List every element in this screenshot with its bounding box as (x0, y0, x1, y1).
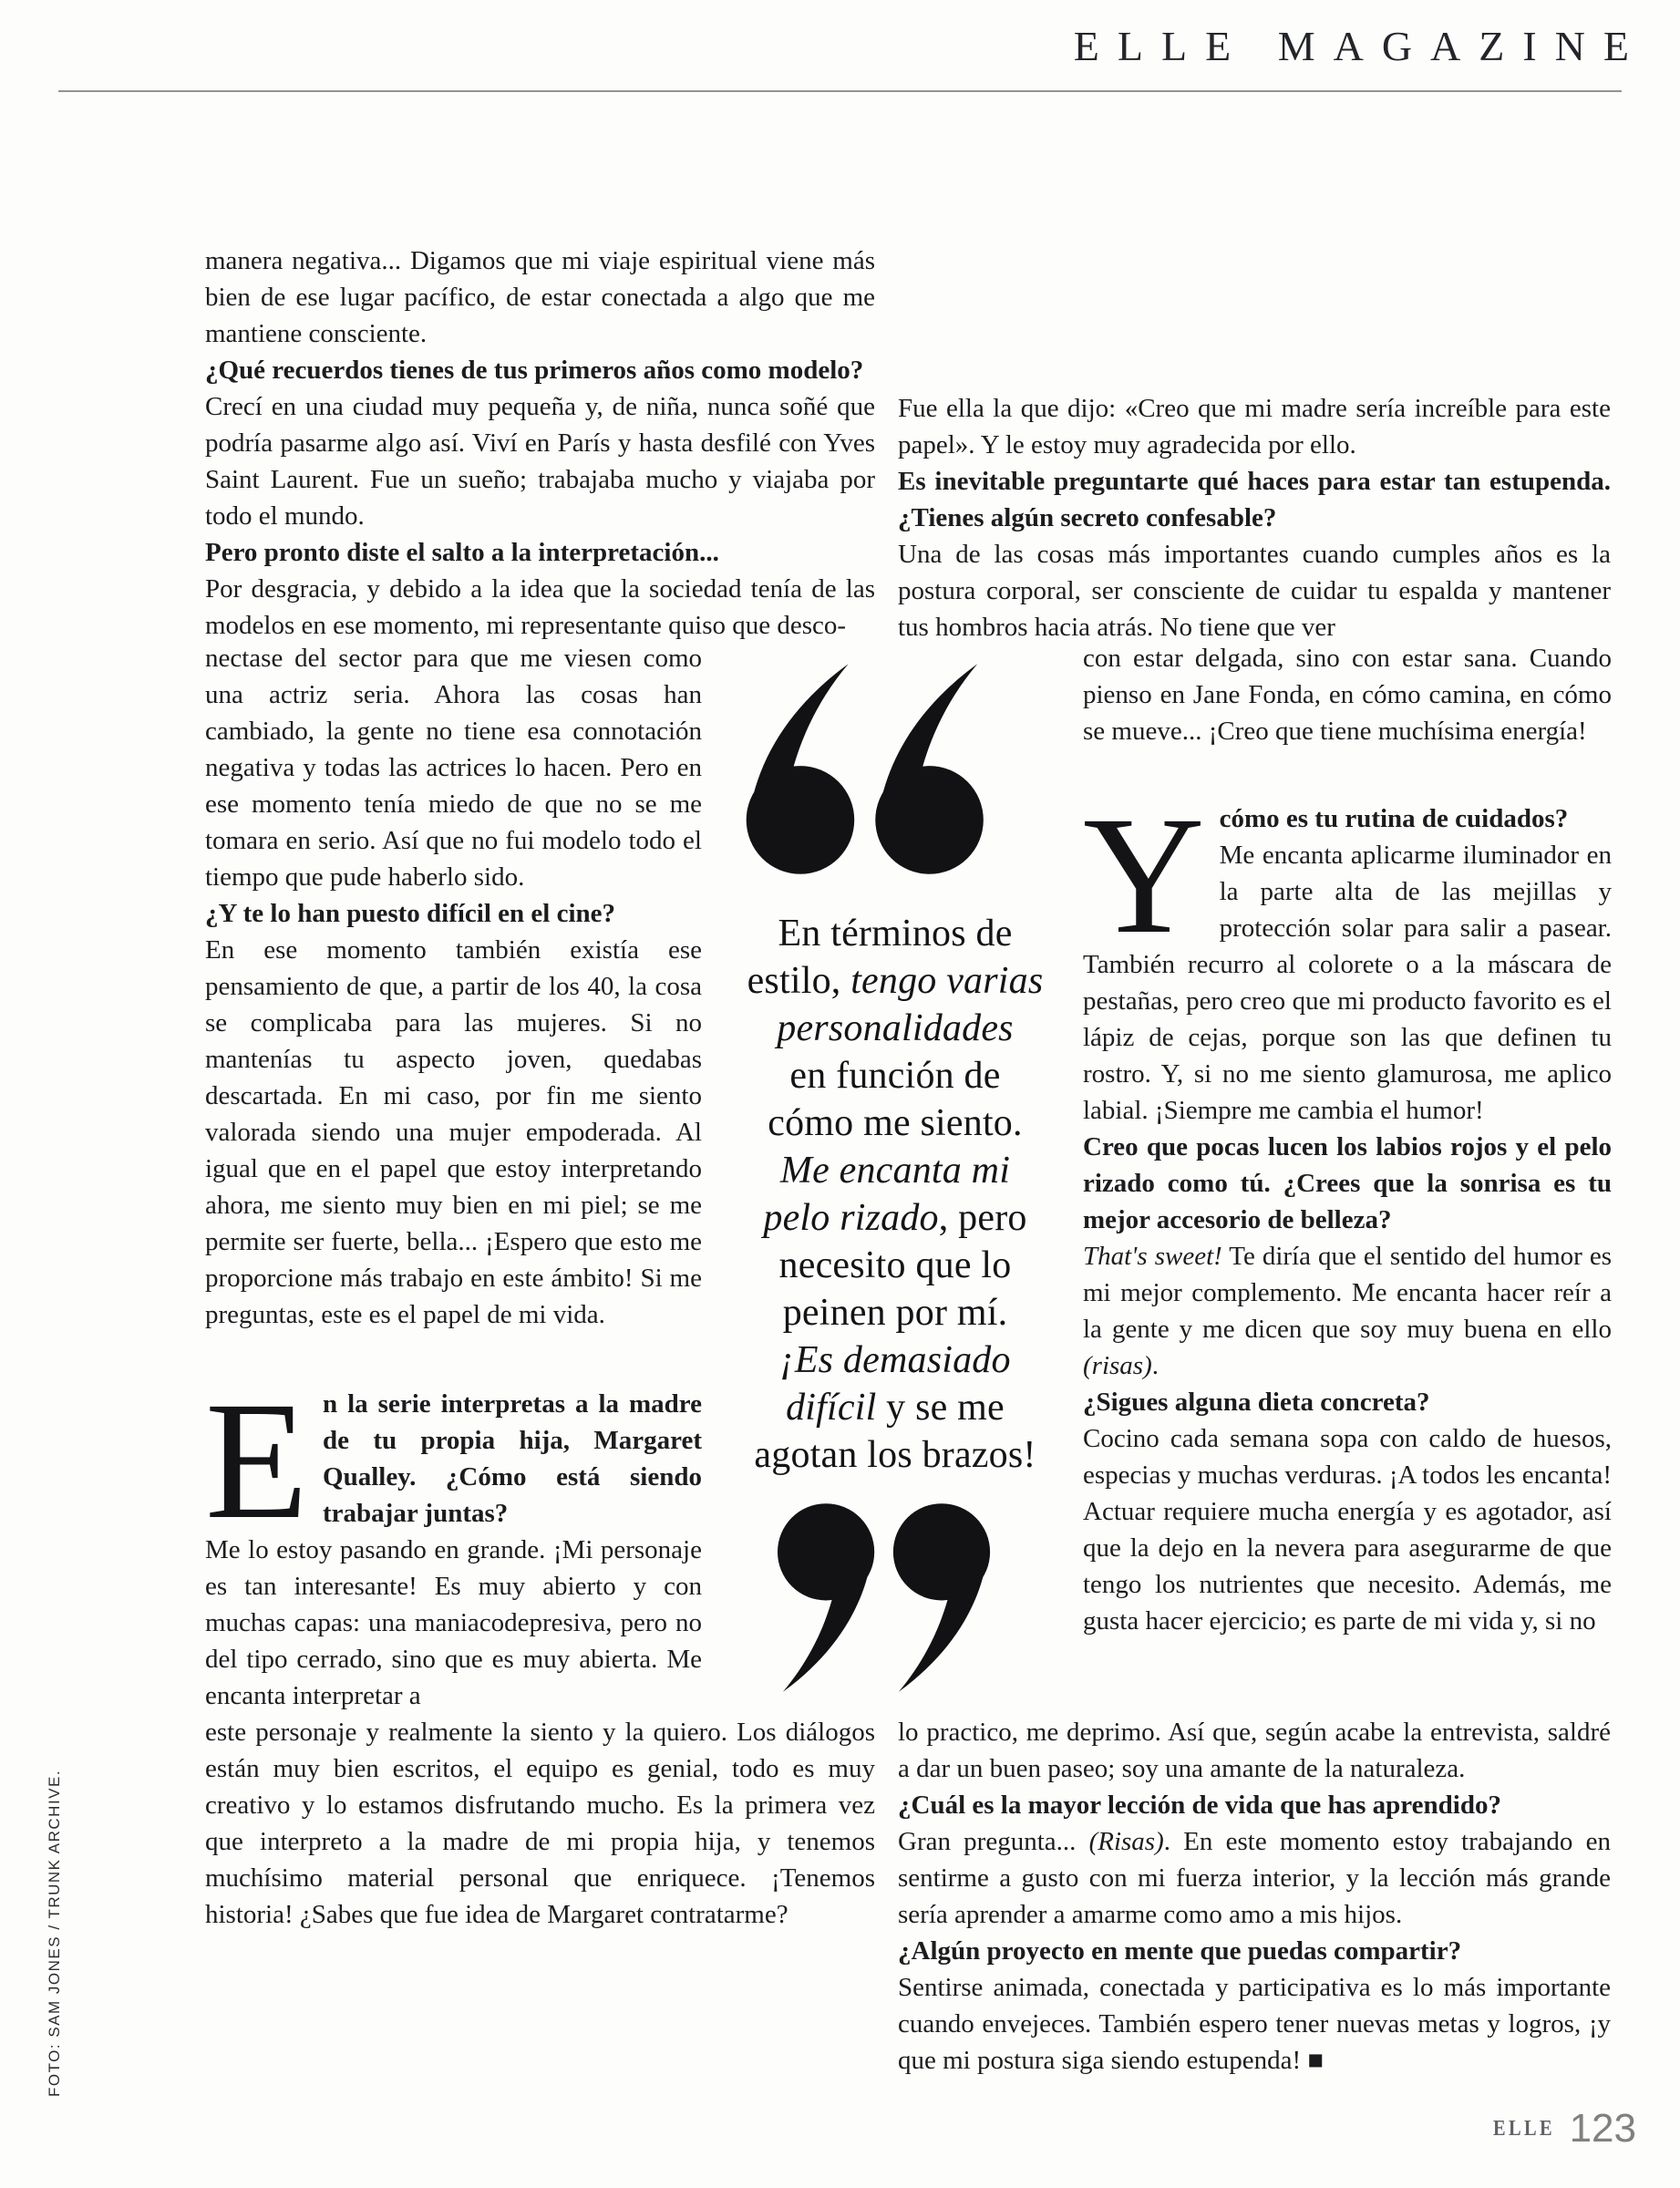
paragraph (205, 895, 702, 932)
text-run: Te diría que el sentido del humor es mi mejor complemento. Me encanta hacer reír a la gente y me dicen que soy muy buena en ello (1083, 1242, 1612, 1344)
text-run: lo practico, me deprimo. Así que, según acabe la entrevista, saldré a dar un buen paseo; soy una amante de la naturaleza. (898, 1718, 1611, 1783)
dropcap-letter-e: E (205, 1368, 309, 1554)
text-run: en función de (789, 1055, 1001, 1097)
text-run: (Risas) (1088, 1827, 1164, 1856)
text-run: (risas) (1083, 1351, 1152, 1380)
pull-quote-line (700, 1147, 1090, 1194)
text-run: Es inevitable preguntarte qué haces para estar tan estupenda. ¿Tienes algún secreto confesable? (898, 467, 1611, 532)
paragraph (205, 243, 875, 352)
right-column-dropcap-block (1083, 782, 1612, 1639)
text-run: Gran pregunta... (898, 1827, 1089, 1856)
left-column-top-block (205, 243, 875, 644)
text-run: tengo varias (850, 960, 1044, 1002)
magazine-masthead: ELLE MAGAZINE (1073, 23, 1647, 69)
text-run: personalidades (777, 1007, 1014, 1049)
text-run: manera negativa... Digamos que mi viaje espiritual viene más bien de ese lugar pacífico, de estar conectada a algo que me mantiene consciente. (205, 246, 875, 348)
pull-quote-line (700, 1337, 1090, 1384)
text-run: That's sweet! (1083, 1242, 1222, 1271)
paragraph (898, 1714, 1611, 1787)
text-run: cómo es tu rutina de cuidados? (1219, 804, 1569, 833)
paragraph (1083, 1238, 1612, 1384)
paragraph (1083, 1420, 1612, 1639)
pull-quote-line (700, 1431, 1090, 1479)
right-column-narrow-block (1083, 640, 1612, 749)
paragraph (1083, 1384, 1612, 1420)
text-run: y se me (876, 1387, 1005, 1429)
text-run: Pero pronto diste el salto a la interpretación... (205, 538, 719, 567)
left-column-narrow-block (205, 640, 702, 1333)
pull-quote-line (700, 910, 1090, 957)
text-run: estilo, (747, 960, 851, 1002)
paragraph (205, 352, 875, 388)
text-run: Crecí en una ciudad muy pequeña y, de niña, nunca soñé que podría pasarme algo así. Viví en París y hasta desfilé con Yves Saint Laurent. Fue un sueño; trabajaba mucho y viajaba por todo el mundo. (205, 392, 875, 531)
text-run: . (1151, 1351, 1159, 1380)
text-run: ¿Sigues alguna dieta concreta? (1083, 1388, 1430, 1417)
text-run: Me lo estoy pasando en grande. ¡Mi personaje es tan interesante! Es muy abierto y con muchas capas: una maniacodepresiva, pero no del tipo cerrado, sino que es muy abierta. Me encanta interpretar a (205, 1535, 702, 1710)
open-quote-icon (740, 662, 984, 877)
paragraph (898, 1969, 1611, 2079)
text-run: Por desgracia, y debido a la idea que la sociedad tenía de las modelos en ese momento, mi representante quiso que desco- (205, 574, 875, 640)
text-run: Fue ella la que dijo: «Creo que mi madre sería increíble para este papel». Y le estoy muy agradecida por ello. (898, 394, 1611, 459)
pull-quote-line (700, 1052, 1090, 1099)
page-number: 123 (1569, 2106, 1636, 2151)
page-footer (1488, 2106, 1636, 2152)
pull-quote-line (700, 1194, 1090, 1242)
text-run: pelo rizado (763, 1197, 939, 1239)
paragraph (898, 390, 1611, 463)
header-rule (58, 90, 1622, 92)
text-run: este personaje y realmente la siento y la quiero. Los diálogos están muy bien escritos, el equipo es genial, todo es muy creativo y lo estamos disfrutando mucho. Es la primera vez que interpreto a la madre de mi propia hija, y tenemos muchísimo material personal que enriquece. ¡Tenemos historia! ¿Sabes que fue idea de Margaret contratarme? (205, 1718, 875, 1929)
close-quote-icon (777, 1501, 995, 1694)
text-run: Sentirse animada, conectada y participativa es lo más importante cuando envejeces. También espero tener nuevas metas y logros, ¡y que mi postura siga siendo estupenda! ■ (898, 1973, 1611, 2075)
text-run: nectase del sector para que me viesen como una actriz seria. Ahora las cosas han cambiado, la gente no tiene esa connotación negativa y todas las actrices lo hacen. Pero en ese momento tenía miedo de que no se me tomara en serio. Así que no fui modelo todo el tiempo que pude haberlo sido. (205, 644, 702, 892)
paragraph (1083, 640, 1612, 749)
pull-quote-line (700, 1242, 1090, 1289)
text-run: difícil (786, 1387, 877, 1429)
photo-credit: FOTO: SAM JONES / TRUNK ARCHIVE. (46, 1769, 63, 2097)
pull-quote-line (700, 1289, 1090, 1337)
text-run: Me encanta aplicarme iluminador en la parte alta de las mejillas y protección solar para salir a pasear. También recurro al colorete o a la máscara de pestañas, pero creo que mi producto favorito es el lápiz de cejas, porque son las que definen tu rostro. Y, si no me siento glamurosa, me aplico labial. ¡Siempre me cambia el humor! (1083, 841, 1612, 1125)
pull-quote-line (700, 1099, 1090, 1147)
pull-quote-text (700, 910, 1090, 1479)
pull-quote-line (700, 1005, 1090, 1052)
paragraph (205, 932, 702, 1333)
paragraph (205, 571, 875, 644)
pull-quote-line (700, 957, 1090, 1005)
text-run: peinen por mí. (782, 1292, 1008, 1334)
paragraph (205, 1714, 875, 1933)
paragraph (205, 388, 875, 534)
paragraph (898, 1787, 1611, 1823)
text-run: Creo que pocas lucen los labios rojos y el pelo rizado como tú. ¿Crees que la sonrisa es tu mejor accesorio de belleza? (1083, 1132, 1612, 1234)
text-run: ¿Qué recuerdos tienes de tus primeros años como modelo? (205, 356, 864, 385)
text-run: Me encanta mi (779, 1150, 1011, 1192)
right-column-bottom-block (898, 1714, 1611, 2079)
text-run: , pero (938, 1197, 1027, 1239)
paragraph (898, 536, 1611, 645)
paragraph (205, 534, 875, 571)
text-run: En términos de (778, 913, 1013, 955)
left-column-bottom-block (205, 1714, 875, 1933)
text-run: necesito que lo (778, 1244, 1012, 1286)
dropcap-letter-y: Y (1083, 782, 1205, 969)
right-column-top-block (898, 390, 1611, 645)
text-run: agotan los brazos! (754, 1434, 1036, 1476)
text-run: Una de las cosas más importantes cuando cumples años es la postura corporal, ser consciente de cuidar tu espalda y mantener tus hombros hacia atrás. No tiene que ver (898, 540, 1611, 642)
text-run: . En este momento estoy trabajando en sentirme a gusto con mi fuerza interior, y la lección más grande sería aprender a amarme como amo a mis hijos. (898, 1827, 1611, 1929)
footer-brand: ELLE (1492, 2116, 1555, 2141)
text-run: ¿Algún proyecto en mente que puedas compartir? (898, 1936, 1462, 1966)
text-run: con estar delgada, sino con estar sana. Cuando pienso en Jane Fonda, en cómo camina, en cómo se mueve... ¡Creo que tiene muchísima energía! (1083, 644, 1612, 746)
text-run: n la serie interpretas a la madre de tu propia hija, Margaret Qualley. ¿Cómo está siendo trabajar juntas? (323, 1389, 702, 1528)
text-run: En ese momento también existía ese pensamiento de que, a partir de los 40, la cosa se complicaba para las mujeres. Si no mantenías tu aspecto joven, quedabas descartada. En mi caso, por fin me siento valorada siendo una mujer empoderada. Al igual que en el papel que estoy interpretando ahora, me siento muy bien en mi piel; se me permite ser fuerte, bella... ¡Espero que esto me proporcione más trabajo en este ámbito! Si me preguntas, este es el papel de mi vida. (205, 935, 702, 1329)
paragraph (205, 640, 702, 895)
text-run: ¿Y te lo han puesto difícil en el cine? (205, 899, 616, 928)
left-column-dropcap-block (205, 1368, 702, 1714)
text-run: ¡Es demasiado (779, 1339, 1011, 1381)
paragraph (898, 463, 1611, 536)
paragraph (205, 1532, 702, 1714)
paragraph (1083, 1129, 1612, 1238)
pull-quote-line (700, 1384, 1090, 1431)
text-run: ¿Cuál es la mayor lección de vida que has aprendido? (898, 1791, 1501, 1820)
paragraph (898, 1823, 1611, 1933)
text-run: Cocino cada semana sopa con caldo de huesos, especias y muchas verduras. ¡A todos les encanta! Actuar requiere mucha energía y es agotador, así que la dejo en la nevera para asegurarme de que tengo los nutrientes que necesito. Además, me gusta hacer ejercicio; es parte de mi vida y, si no (1083, 1424, 1612, 1636)
paragraph (898, 1933, 1611, 1969)
text-run: cómo me siento. (768, 1102, 1023, 1144)
